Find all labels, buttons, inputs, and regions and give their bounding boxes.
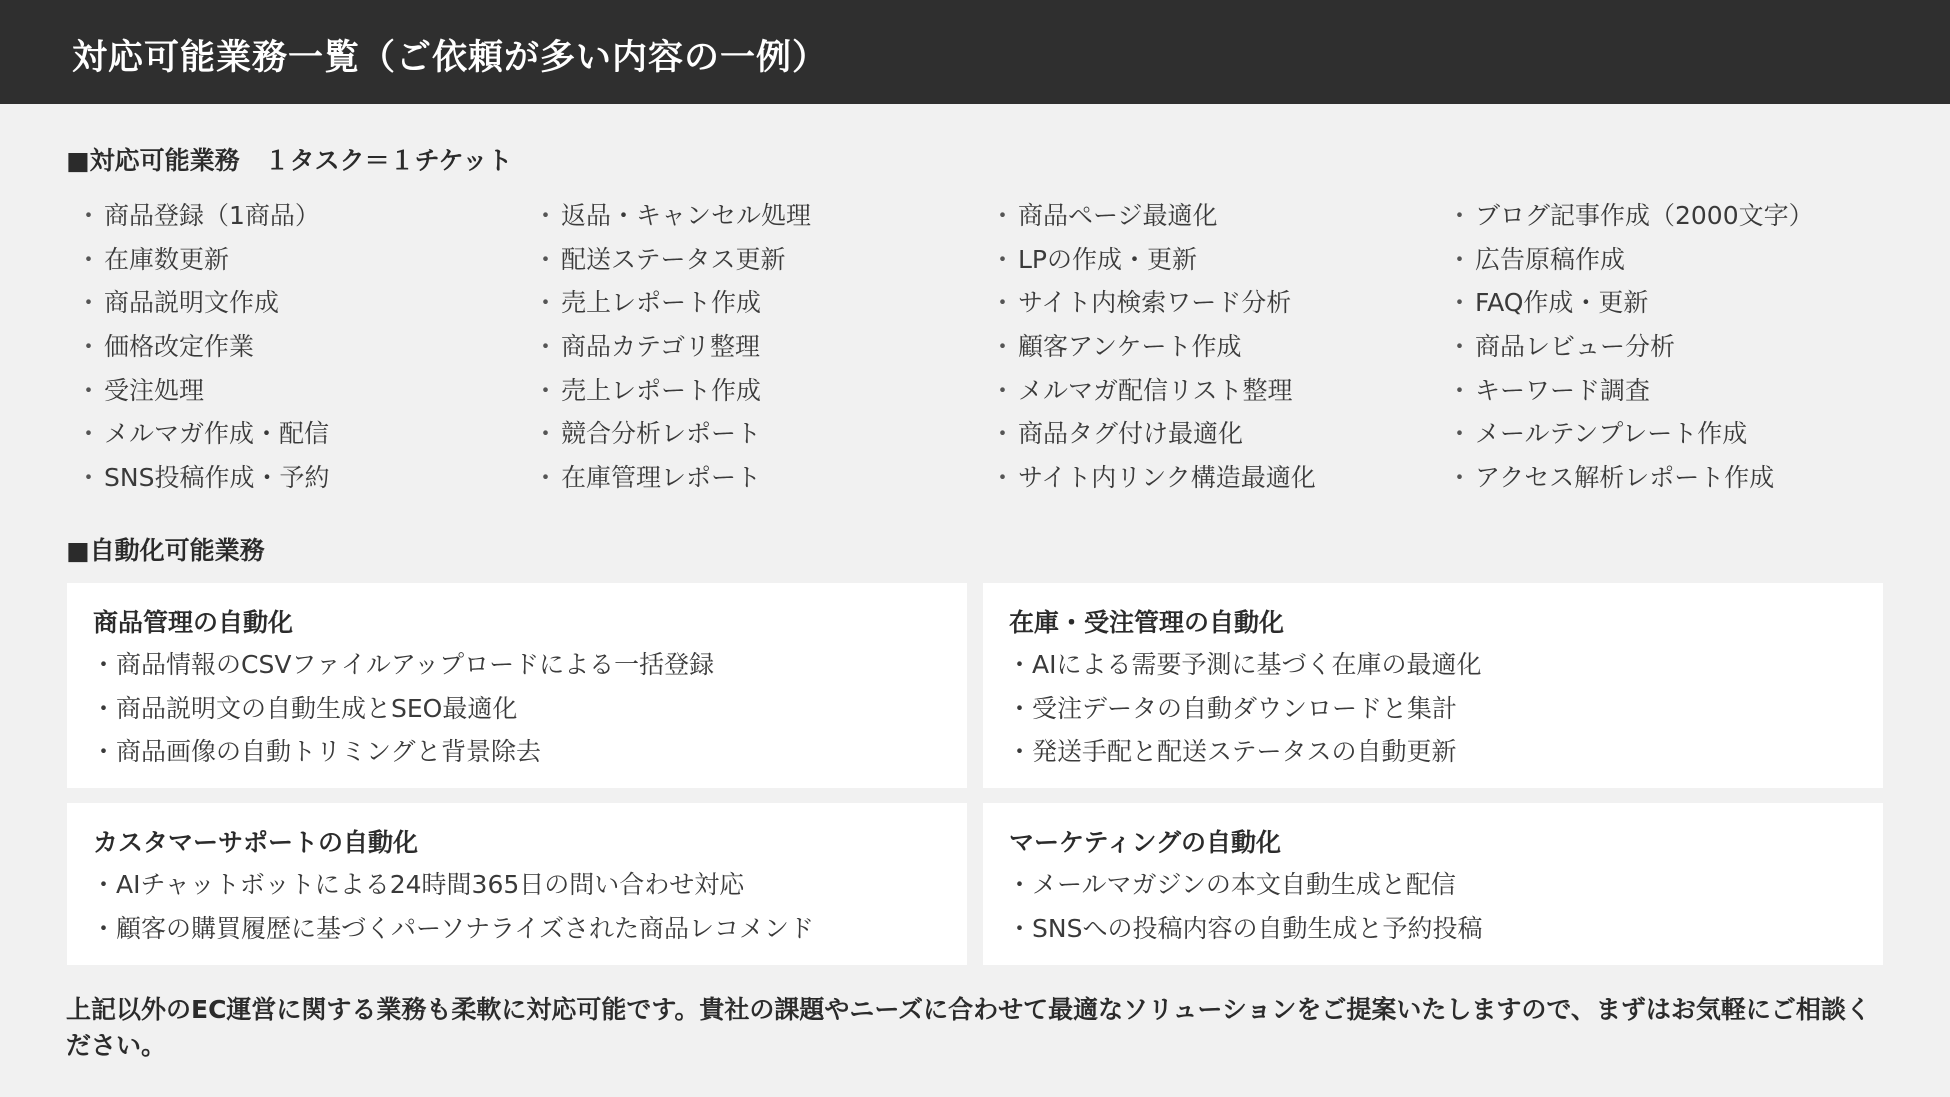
task-item <box>1447 196 1887 240</box>
card-title: マーケティングの自動化 <box>1009 828 1282 857</box>
task-item <box>1447 240 1887 284</box>
card-item: ・発送手配と配送ステータスの自動更新 <box>1007 737 1457 767</box>
card-item: ・AIによる需要予測に基づく在庫の最適化 <box>1007 650 1482 679</box>
task-label: 在庫数更新 <box>104 244 230 274</box>
bullet: ・ <box>76 244 102 274</box>
task-column-1 <box>76 196 516 502</box>
bullet: ・ <box>76 419 102 449</box>
bullet: ・ <box>533 419 559 449</box>
bullet: ・ <box>1447 375 1473 405</box>
task-label: SNS投稿作成・予約 <box>104 463 330 493</box>
bullet: ・ <box>990 201 1016 230</box>
task-item <box>1447 371 1887 415</box>
bullet: ・ <box>990 375 1016 405</box>
bullet: ・ <box>76 463 102 493</box>
bullet: ・ <box>990 244 1016 274</box>
task-item <box>990 371 1430 415</box>
card-marketing-automation <box>983 803 1883 965</box>
task-label: 価格改定作業 <box>104 332 255 362</box>
task-item <box>990 414 1430 458</box>
footer-note: 上記以外のEC運営に関する業務も柔軟に対応可能です。貴社の課題やニーズに合わせて最適なソリューションをご提案いたしますので、まずはお気軽にご相談ください。 <box>66 995 1871 1060</box>
task-label: 商品登録（1商品） <box>104 201 320 230</box>
task-item <box>990 327 1430 371</box>
task-label: 配送ステータス更新 <box>561 244 786 274</box>
bullet: ・ <box>533 332 559 362</box>
task-label: メルマガ作成・配信 <box>104 419 330 449</box>
task-item <box>76 283 516 327</box>
bullet: ・ <box>1447 419 1473 449</box>
task-label: LPの作成・更新 <box>1018 244 1198 274</box>
task-label: メルマガ配信リスト整理 <box>1018 375 1293 405</box>
card-support-automation <box>67 803 967 965</box>
section-title-tasks: ■対応可能業務 １タスク＝１チケット <box>66 146 513 175</box>
bullet: ・ <box>990 463 1016 493</box>
card-item: ・AIチャットボットによる24時間365日の問い合わせ対応 <box>91 870 745 899</box>
task-item <box>1447 458 1887 502</box>
bullet: ・ <box>1447 288 1473 318</box>
task-label: 在庫管理レポート <box>561 463 762 493</box>
task-item <box>1447 283 1887 327</box>
card-title: 在庫・受注管理の自動化 <box>1009 608 1285 637</box>
card-title: 商品管理の自動化 <box>93 608 294 637</box>
task-label: 商品ページ最適化 <box>1018 201 1218 230</box>
card-item: ・商品情報のCSVファイルアップロードによる一括登録 <box>91 650 715 679</box>
bullet: ・ <box>1447 332 1473 362</box>
bullet: ・ <box>1447 463 1473 493</box>
task-label: キーワード調査 <box>1475 375 1651 405</box>
bullet: ・ <box>990 288 1016 318</box>
card-item: ・顧客の購買履歴に基づくパーソナライズされた商品レコメンド <box>91 913 815 943</box>
card-inventory-automation <box>983 583 1883 788</box>
card-item: ・受注データの自動ダウンロードと集計 <box>1007 693 1458 723</box>
task-column-3 <box>990 196 1430 502</box>
task-label: 商品タグ付け最適化 <box>1018 419 1244 449</box>
task-label: 売上レポート作成 <box>561 288 762 318</box>
bullet: ・ <box>1447 201 1473 230</box>
task-item <box>76 458 516 502</box>
card-item: ・SNSへの投稿内容の自動生成と予約投稿 <box>1007 913 1483 943</box>
card-item: ・商品説明文の自動生成とSEO最適化 <box>91 693 518 723</box>
task-item <box>76 371 516 415</box>
task-item <box>990 283 1430 327</box>
task-column-2 <box>533 196 973 502</box>
task-label: 商品カテゴリ整理 <box>561 332 761 362</box>
task-item <box>533 327 973 371</box>
task-label: ブログ記事作成（2000文字） <box>1475 201 1814 230</box>
task-label: 受注処理 <box>104 375 205 405</box>
card-item: ・メールマガジンの本文自動生成と配信 <box>1007 870 1456 899</box>
task-item <box>533 240 973 284</box>
card-product-automation <box>67 583 967 788</box>
task-label: 広告原稿作成 <box>1475 244 1626 274</box>
task-item <box>76 414 516 458</box>
page-title: 対応可能業務一覧（ご依頼が多い内容の一例） <box>72 38 829 78</box>
bullet: ・ <box>990 332 1016 362</box>
bullet: ・ <box>533 463 559 493</box>
bullet: ・ <box>533 288 559 318</box>
task-column-4 <box>1447 196 1887 502</box>
task-item <box>533 196 973 240</box>
task-label: 顧客アンケート作成 <box>1018 332 1242 362</box>
task-item <box>990 196 1430 240</box>
task-label: 売上レポート作成 <box>561 375 762 405</box>
task-item <box>533 414 973 458</box>
task-item <box>990 458 1430 502</box>
task-item <box>76 327 516 371</box>
task-item <box>533 371 973 415</box>
bullet: ・ <box>990 419 1016 449</box>
bullet: ・ <box>76 375 102 405</box>
card-item: ・商品画像の自動トリミングと背景除去 <box>91 737 542 767</box>
task-label: サイト内検索ワード分析 <box>1018 288 1292 318</box>
task-item <box>1447 327 1887 371</box>
bullet: ・ <box>76 288 102 318</box>
task-item <box>76 196 516 240</box>
bullet: ・ <box>76 201 102 230</box>
task-item <box>533 283 973 327</box>
card-title: カスタマーサポートの自動化 <box>93 828 419 857</box>
task-label: 返品・キャンセル処理 <box>561 201 812 230</box>
task-label: FAQ作成・更新 <box>1475 288 1649 318</box>
bullet: ・ <box>1447 244 1473 274</box>
task-label: メールテンプレート作成 <box>1475 419 1748 449</box>
task-label: 競合分析レポート <box>561 419 762 449</box>
task-label: 商品説明文作成 <box>104 288 280 318</box>
task-label: アクセス解析レポート作成 <box>1475 463 1775 493</box>
task-item <box>1447 414 1887 458</box>
section-title-automation: ■自動化可能業務 <box>66 536 265 565</box>
bullet: ・ <box>76 332 102 362</box>
task-item <box>533 458 973 502</box>
bullet: ・ <box>533 201 559 230</box>
task-item <box>76 240 516 284</box>
bullet: ・ <box>533 375 559 405</box>
task-item <box>990 240 1430 284</box>
task-grid <box>76 196 1916 506</box>
header-bar <box>0 0 1950 104</box>
task-label: 商品レビュー分析 <box>1475 332 1676 362</box>
bullet: ・ <box>533 244 559 274</box>
task-label: サイト内リンク構造最適化 <box>1018 463 1316 493</box>
